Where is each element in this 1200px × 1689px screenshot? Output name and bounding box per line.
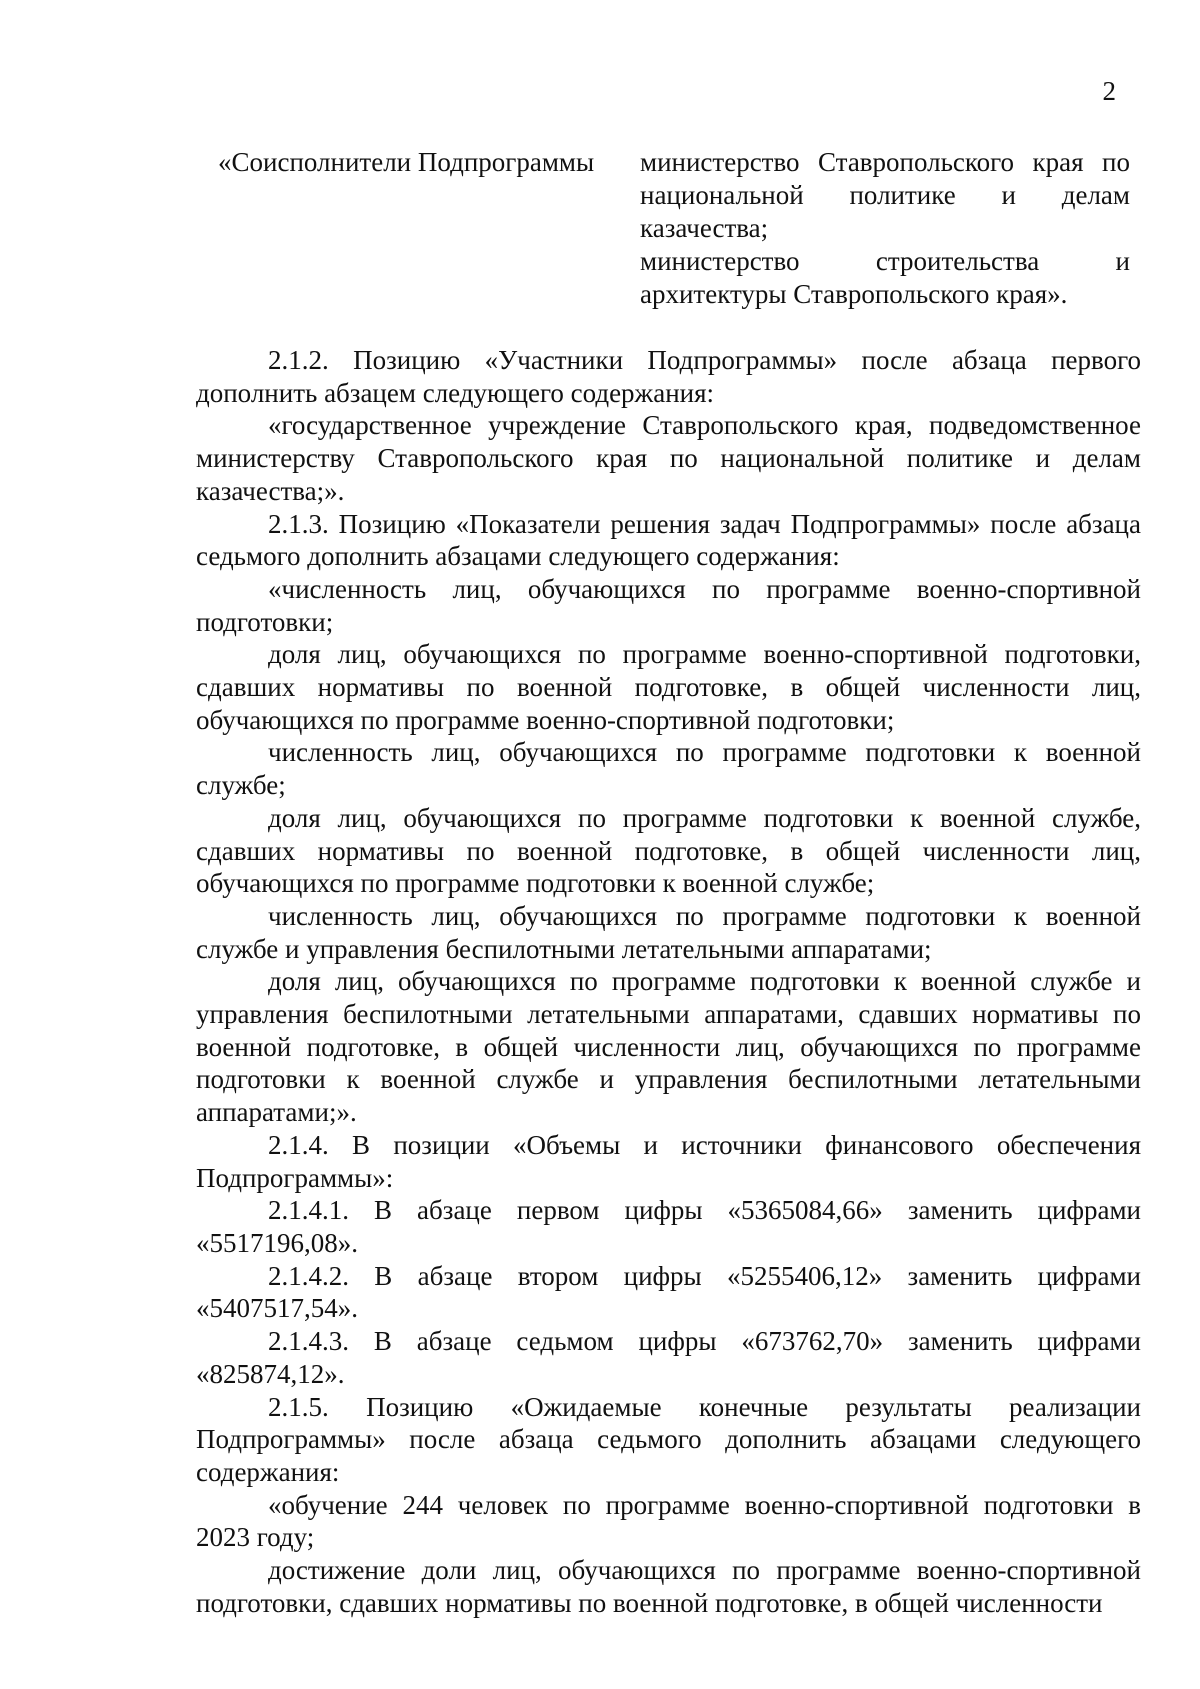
document-body (196, 344, 1141, 1619)
paragraph: 2.1.2. Позицию «Участники Подпрограммы» после абзаца первого дополнить абзацем следующего содержания: (196, 345, 1141, 408)
paragraph: 2.1.4. В позиции «Объемы и источники финансового обеспечения Подпрограммы»: (196, 1129, 1141, 1193)
coexecutors-list (640, 146, 1130, 311)
paragraph: численность лиц, обучающихся по программе подготовки к военной службе; (196, 737, 1141, 801)
paragraph: доля лиц, обучающихся по программе подготовки к военной службе, сдавших нормативы по военной подготовке, в общей численности лиц, обучающихся по программе подготовки к военной службе; (196, 802, 1141, 899)
paragraph: численность лиц, обучающихся по программе подготовки к военной службе и управления беспилотными летательными аппаратами; (196, 900, 1141, 964)
coexecutors-label: «Соисполнители Подпрограммы (218, 147, 595, 177)
paragraph: 2.1.3. Позицию «Показатели решения задач Подпрограммы» после абзаца седьмого дополнить абзацами следующего содержания: (196, 508, 1141, 572)
paragraph: «обучение 244 человек по программе военно-спортивной подготовки в 2023 году; (196, 1489, 1141, 1553)
paragraph: доля лиц, обучающихся по программе подготовки к военной службе и управления беспилотными летательными аппаратами, сдавших нормативы по военной подготовке, в общей численности лиц, обучающихся по программе подготовки к военной службе и управления беспилотными летательными аппаратами;». (196, 966, 1141, 1128)
paragraph: «государственное учреждение Ставропольского края, подведомственное министерству Ставропольского края по национальной политике и делам казачества;». (196, 410, 1141, 506)
paragraph: 2.1.4.2. В абзаце втором цифры «5255406,12» заменить цифрами «5407517,54». (196, 1260, 1141, 1324)
paragraph: 2.1.5. Позицию «Ожидаемые конечные результаты реализации Подпрограммы» после абзаца седьмого дополнить абзацами следующего содержания: (196, 1391, 1141, 1487)
coexecutor-item: министерство Ставропольского края по национальной политике и делам казачества; (640, 147, 1130, 243)
page-number: 2 (1102, 76, 1116, 106)
paragraph: «численность лиц, обучающихся по программе военно-спортивной подготовки; (196, 573, 1141, 637)
coexecutor-item: министерство строительства и архитектуры Ставропольского края». (640, 246, 1130, 309)
paragraph: достижение доли лиц, обучающихся по программе военно-спортивной подготовки, сдавших нормативы по военной подготовке, в общей численности (196, 1555, 1141, 1618)
paragraph: доля лиц, обучающихся по программе военно-спортивной подготовки, сдавших нормативы по военной подготовке, в общей численности лиц, обучающихся по программе военно-спортивной подготовки; (196, 639, 1141, 735)
paragraph: 2.1.4.3. В абзаце седьмом цифры «673762,70» заменить цифрами «825874,12». (196, 1326, 1141, 1389)
paragraph: 2.1.4.1. В абзаце первом цифры «5365084,66» заменить цифрами «5517196,08». (196, 1195, 1141, 1258)
